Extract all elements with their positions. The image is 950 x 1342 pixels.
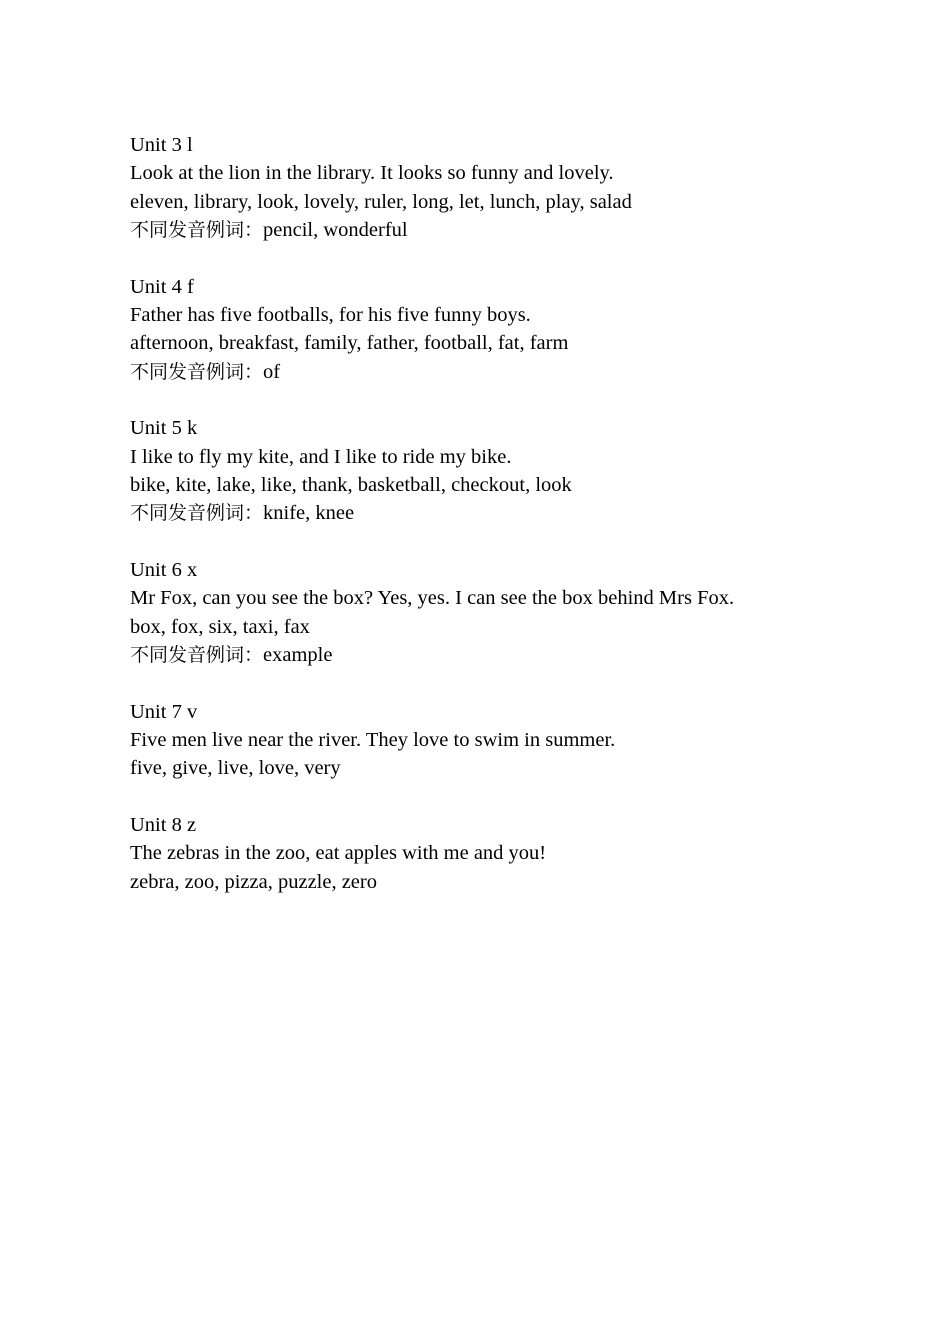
exception-words: example: [263, 644, 333, 667]
exception-line: [130, 499, 910, 527]
exception-line: [130, 641, 910, 669]
example-words: bike, kite, lake, like, thank, basketball, checkout, look: [130, 474, 572, 497]
example-words: afternoon, breakfast, family, father, football, fat, farm: [130, 332, 569, 355]
unit-heading: Unit 6 x: [130, 558, 198, 581]
chant-sentence: Five men live near the river. They love to swim in summer.: [130, 728, 616, 751]
exception-words: knife, knee: [263, 502, 355, 525]
unit-6-section: [130, 556, 910, 670]
chant-sentence: Father has five footballs, for his five funny boys.: [130, 304, 531, 327]
document-page: [130, 131, 910, 896]
exception-label: 不同发音例词：: [130, 360, 264, 383]
exception-words: pencil, wonderful: [263, 219, 408, 242]
chant-sentence: Mr Fox, can you see the box? Yes, yes. I can see the box behind Mrs Fox.: [130, 587, 735, 610]
example-words: box, fox, six, taxi, fax: [130, 615, 310, 638]
example-words: five, give, live, love, very: [130, 757, 341, 780]
exception-label: 不同发音例词：: [130, 502, 264, 525]
exception-words: of: [263, 360, 281, 383]
unit-3-section: [130, 131, 910, 245]
chant-sentence: The zebras in the zoo, eat apples with me and you!: [130, 842, 547, 865]
exception-label: 不同发音例词：: [130, 219, 264, 242]
chant-sentence: Look at the lion in the library. It looks so funny and lovely.: [130, 162, 614, 185]
unit-4-section: [130, 273, 910, 387]
unit-heading: Unit 3 l: [130, 134, 193, 156]
exception-label: 不同发音例词：: [130, 644, 264, 667]
unit-heading: Unit 8 z: [130, 813, 197, 836]
unit-7-section: [130, 698, 910, 783]
example-words: zebra, zoo, pizza, puzzle, zero: [130, 870, 377, 893]
unit-5-section: [130, 414, 910, 528]
unit-heading: Unit 7 v: [130, 700, 198, 723]
unit-heading: Unit 4 f: [130, 275, 194, 298]
unit-8-section: [130, 811, 910, 896]
exception-line: [130, 358, 910, 386]
exception-line: [130, 216, 910, 244]
example-words: eleven, library, look, lovely, ruler, long, let, lunch, play, salad: [130, 190, 632, 213]
unit-heading: Unit 5 k: [130, 417, 198, 440]
chant-sentence: I like to fly my kite, and I like to ride my bike.: [130, 445, 512, 468]
